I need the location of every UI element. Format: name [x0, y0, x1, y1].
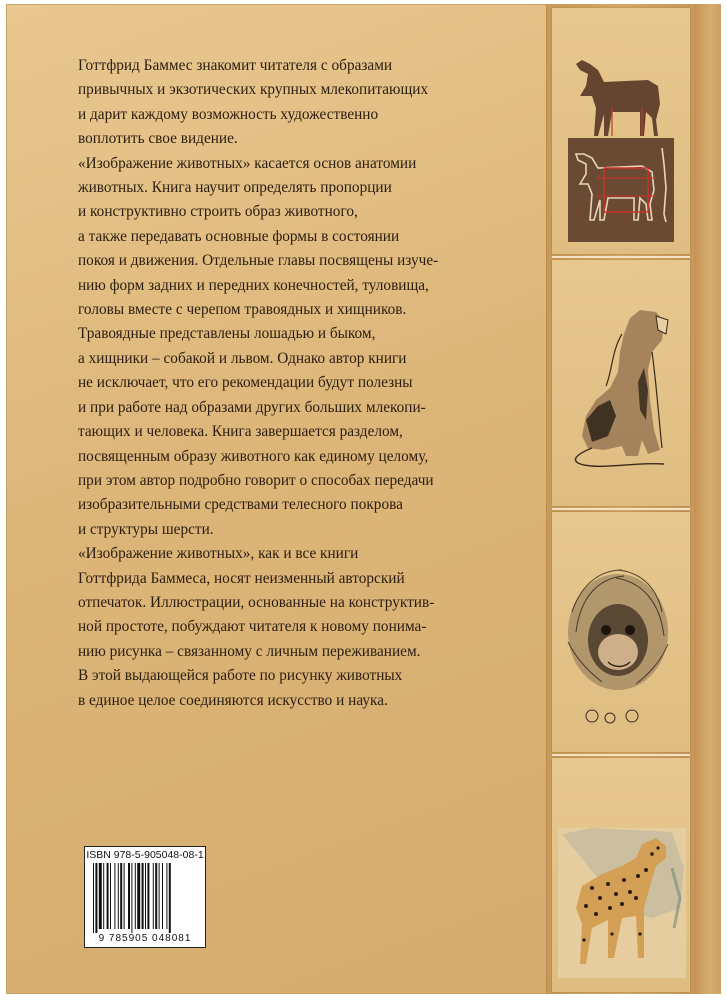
- barcode-bar: [155, 863, 157, 929]
- barcode-bar: [131, 863, 132, 933]
- cheetah-painting-illustration: [552, 758, 690, 992]
- cover-edge: [694, 4, 721, 994]
- barcode-bar: [118, 863, 119, 929]
- text-line: покоя и движения. Отдельные главы посвящены изуче-: [78, 252, 439, 270]
- description-text: [78, 54, 538, 713]
- text-line: а также передавать основные формы в состоянии: [78, 227, 400, 245]
- barcode-bar: [103, 863, 104, 929]
- text-line: изобразительными средствами телесного покрова: [78, 496, 403, 514]
- text-line: при этом автор подробно говорит о способах передачи: [78, 471, 434, 489]
- barcode-digits: 9 785905 048081: [98, 933, 192, 944]
- book-back-cover: [6, 4, 721, 994]
- barcode-bar: [137, 863, 140, 929]
- barcode-bar: [128, 863, 130, 929]
- text-line: посвященным образу животного как единому целому,: [78, 447, 429, 465]
- text-line: отпечаток. Иллюстрации, основанные на конструктив-: [78, 593, 435, 611]
- text-line: и структуры шерсти.: [78, 520, 214, 538]
- horse-anatomy-illustration: [552, 8, 690, 254]
- barcode-bars: [85, 847, 205, 947]
- text-line: головы вместе с черепом травоядных и хищников.: [78, 301, 407, 319]
- text-line: ной простоте, побуждают читателя к новому понима-: [78, 618, 427, 636]
- text-line: в единое целое соединяются искусство и наука.: [78, 691, 388, 709]
- isbn-label: ISBN 978-5-905048-08-1: [86, 849, 204, 861]
- barcode-bar: [107, 863, 109, 929]
- barcode-bar: [166, 863, 167, 929]
- text-line: Готтфрид Баммес знакомит читателя с образами: [78, 57, 393, 74]
- text-line: «Изображение животных» касается основ анатомии: [78, 154, 417, 172]
- text-line: нию форм задних и передних конечностей, туловища,: [78, 276, 429, 294]
- barcode-bar: [120, 863, 122, 929]
- text-line: и при работе над образами других больших млекопи-: [78, 398, 426, 416]
- text-line: воплотить свое видение.: [78, 130, 238, 148]
- barcode-bar: [153, 863, 154, 929]
- barcode-bar: [142, 863, 144, 929]
- barcode-bar: [99, 863, 102, 929]
- panel-divider: [552, 256, 690, 258]
- text-line: привычных и экзотических крупных млекопитающих: [78, 81, 429, 99]
- text-line: а хищники – собакой и львом. Однако автор книги: [78, 349, 407, 367]
- text-line: Готтфрида Баммеса, носят неизменный авторский: [78, 569, 405, 587]
- text-line: В этой выдающейся работе по рисунку животных: [78, 667, 403, 685]
- panel-divider: [552, 754, 690, 756]
- barcode-bar: [145, 863, 146, 929]
- barcode-bar: [162, 863, 163, 929]
- panel-divider: [552, 508, 690, 510]
- text-line: животных. Книга научит определять пропорции: [78, 179, 392, 197]
- barcode-bar: [124, 863, 125, 929]
- text-line: не исключает, что его рекомендации будут полезны: [78, 374, 413, 392]
- text-line: нию рисунка – связанному с личным переживанием.: [78, 642, 421, 660]
- barcode-bar: [114, 863, 115, 929]
- barcode-bar: [159, 863, 160, 929]
- text-line: «Изображение животных», как и все книги: [78, 545, 359, 563]
- barcode-bar: [147, 863, 149, 929]
- text-line: Травоядные представлены лошадью и быком,: [78, 325, 376, 343]
- text-line: тающих и человека. Книга завершается разделом,: [78, 423, 403, 441]
- barcode-bar: [93, 863, 94, 933]
- barcode-bar: [95, 863, 97, 933]
- lion-sketch-illustration: [552, 260, 690, 506]
- text-line: и дарит каждому возможность художественно: [78, 105, 379, 123]
- barcode-bar: [110, 863, 111, 929]
- barcode-bar: [169, 863, 171, 933]
- orangutan-sketch-illustration: [552, 512, 690, 752]
- isbn-barcode: [84, 846, 206, 948]
- text-line: и конструктивно строить образ животного,: [78, 203, 358, 221]
- barcode-bar: [135, 863, 136, 929]
